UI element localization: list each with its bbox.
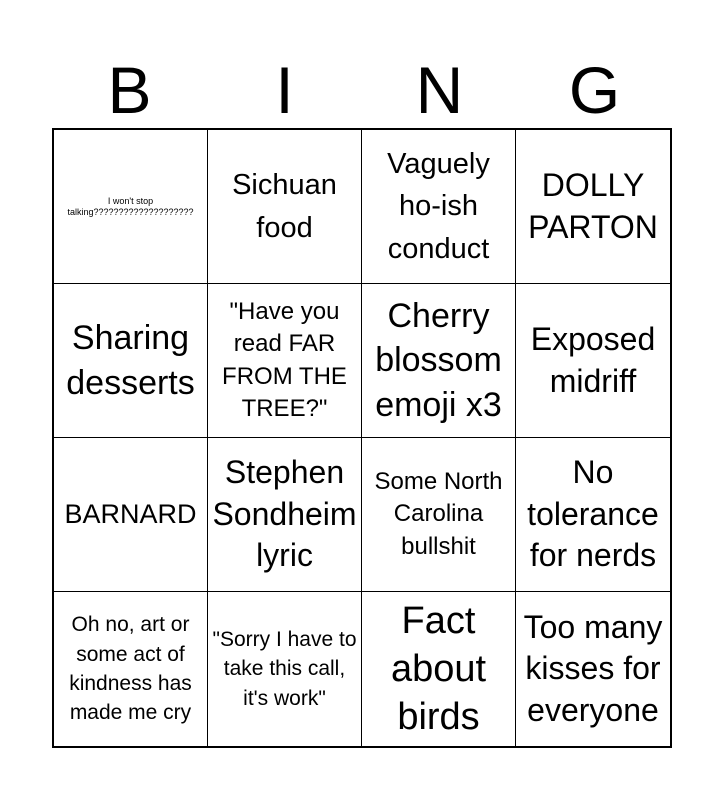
bingo-cell-text: Fact about birds [390,599,487,739]
bingo-cell-text: "Have you read FAR FROM THE TREE?" [222,297,347,422]
bingo-cell-r2c2[interactable] [208,284,362,438]
bingo-cell-r3c3[interactable] [362,438,516,592]
header-letter-b: B [107,53,152,127]
bingo-cell-r3c4[interactable] [516,438,670,592]
bingo-cell-r1c3[interactable] [362,130,516,284]
header-letter-i: I [275,53,294,127]
bingo-cell-r1c4[interactable] [516,130,670,284]
bingo-cell-text: Oh no, art or some act of kindness has made me cry [69,613,192,725]
bingo-cell-text: Sharing desserts [66,319,195,402]
bingo-cell-r4c3[interactable] [362,592,516,746]
bingo-cell-r2c3[interactable] [362,284,516,438]
bingo-cell-text: Cherry blossom emoji x3 [375,297,502,424]
bingo-cell-r3c1[interactable] [54,438,208,592]
bingo-cell-text: Sichuan food [232,169,337,244]
bingo-cell-text: Exposed midriff [530,320,656,399]
bingo-cell-r4c2[interactable] [208,592,362,746]
header-letter-n: N [415,53,464,127]
bingo-cell-r4c4[interactable] [516,592,670,746]
bingo-cell-text: I won't stop talking???????????????????? [67,195,194,217]
header-letter-g: G [568,53,621,127]
bingo-cell-r1c2[interactable] [208,130,362,284]
bingo-cell-text: No tolerance for nerds [527,454,659,574]
bingo-board [52,128,672,748]
bingo-cell-text: Vaguely ho-ish conduct [387,148,490,265]
bingo-cell-r4c1[interactable] [54,592,208,746]
bingo-cell-text: DOLLY PARTON [528,166,658,245]
bingo-cell-text: "Sorry I have to take this call, it's work" [212,627,357,710]
bingo-cell-text: Stephen Sondheim lyric [212,454,357,574]
bingo-cell-r3c2[interactable] [208,438,362,592]
bingo-cell-text: Too many kisses for everyone [523,608,663,728]
bingo-cell-r1c1[interactable] [54,130,208,284]
bingo-cell-r2c1[interactable] [54,284,208,438]
bingo-cell-text: BARNARD [64,499,197,530]
bingo-cell-text: Some North Carolina bullshit [374,467,503,560]
bingo-cell-r2c4[interactable] [516,284,670,438]
bingo-header [52,52,672,128]
